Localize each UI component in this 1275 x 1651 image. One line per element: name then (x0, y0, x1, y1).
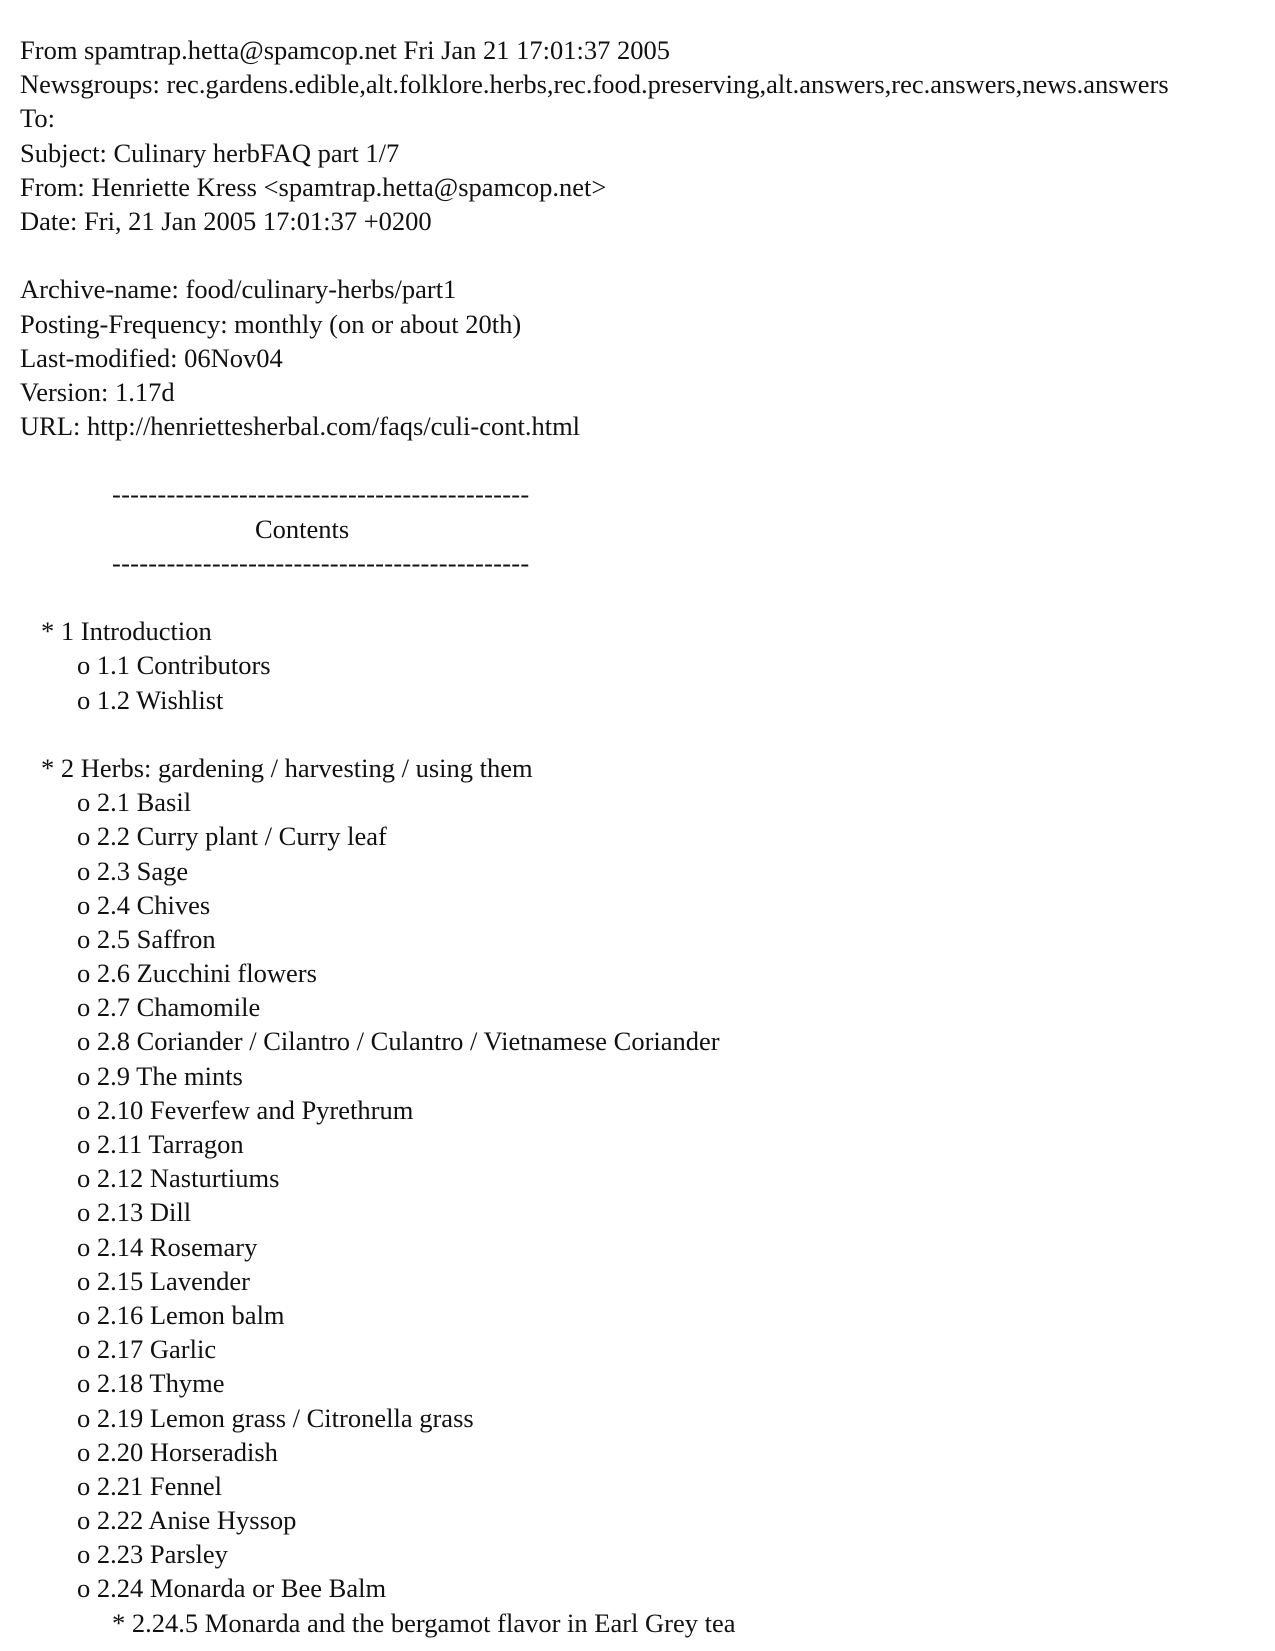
toc-item: o 2.22 Anise Hyssop (77, 1505, 297, 1536)
date-line: Date: Fri, 21 Jan 2005 17:01:37 +0200 (20, 205, 432, 236)
toc-section-herbs: * 2 Herbs: gardening / harvesting / using them (41, 752, 533, 783)
contents-rule-bottom: ---------------------------------------------- (112, 547, 530, 578)
toc-item: o 2.7 Chamomile (77, 992, 261, 1023)
spacer (20, 580, 1260, 614)
toc-item: o 2.5 Saffron (77, 923, 216, 954)
toc-item: o 2.14 Rosemary (77, 1231, 258, 1262)
toc-item: o 2.9 The mints (77, 1060, 243, 1091)
newsgroups-line: Newsgroups: rec.gardens.edible,alt.folklore.herbs,rec.food.preserving,alt.answers,rec.answers,news.answers (20, 69, 1169, 100)
toc-item: o 2.17 Garlic (77, 1334, 217, 1365)
last-modified-line: Last-modified: 06Nov04 (20, 342, 283, 373)
toc-item: o 2.3 Sage (77, 855, 189, 886)
toc-item: o 2.20 Horseradish (77, 1436, 278, 1467)
spacer (20, 443, 1260, 477)
envelope-from-line: From spamtrap.hetta@spamcop.net Fri Jan 21 17:01:37 2005 (20, 35, 671, 65)
toc-item: o 2.1 Basil (77, 787, 192, 818)
toc-item: o 2.16 Lemon balm (77, 1299, 285, 1330)
toc-item: o 2.2 Curry plant / Curry leaf (77, 821, 387, 852)
url-line: URL: http://henriettesherbal.com/faqs/culi-cont.html (20, 411, 581, 442)
contents-rule-top: ---------------------------------------------- (112, 479, 530, 510)
toc-item: o 2.4 Chives (77, 889, 211, 920)
toc-item: o 2.6 Zucchini flowers (77, 958, 317, 989)
archive-name-line: Archive-name: food/culinary-herbs/part1 (20, 274, 457, 305)
toc-item: o 2.19 Lemon grass / Citronella grass (77, 1402, 474, 1433)
subject-line: Subject: Culinary herbFAQ part 1/7 (20, 137, 400, 168)
from-line: From: Henriette Kress <spamtrap.hetta@spamcop.net> (20, 171, 607, 202)
spacer (20, 238, 1260, 272)
toc-item: o 1.2 Wishlist (77, 684, 224, 715)
toc-item: o 2.8 Coriander / Cilantro / Culantro / Vietnamese Coriander (77, 1026, 720, 1057)
toc-section-introduction: * 1 Introduction (41, 616, 212, 647)
spacer (20, 717, 1260, 751)
toc-item: o 2.10 Feverfew and Pyrethrum (77, 1094, 414, 1125)
toc-item: o 2.21 Fennel (77, 1470, 222, 1501)
toc-item: o 2.13 Dill (77, 1197, 192, 1228)
toc-item: o 2.12 Nasturtiums (77, 1163, 280, 1194)
version-line: Version: 1.17d (20, 376, 175, 407)
toc-subitem: * 2.24.5 Monarda and the bergamot flavor in Earl Grey tea (112, 1607, 736, 1638)
toc-item: o 2.11 Tarragon (77, 1129, 244, 1159)
posting-frequency-line: Posting-Frequency: monthly (on or about 20th) (20, 308, 522, 339)
toc-item: o 1.1 Contributors (77, 650, 271, 681)
contents-title: Contents (255, 513, 350, 544)
toc-item: o 2.23 Parsley (77, 1539, 228, 1570)
toc-item: o 2.18 Thyme (77, 1368, 225, 1399)
toc-item: o 2.15 Lavender (77, 1265, 250, 1296)
to-line: To: (20, 103, 55, 134)
toc-item: o 2.24 Monarda or Bee Balm (77, 1573, 387, 1604)
faq-document (20, 33, 1260, 1640)
